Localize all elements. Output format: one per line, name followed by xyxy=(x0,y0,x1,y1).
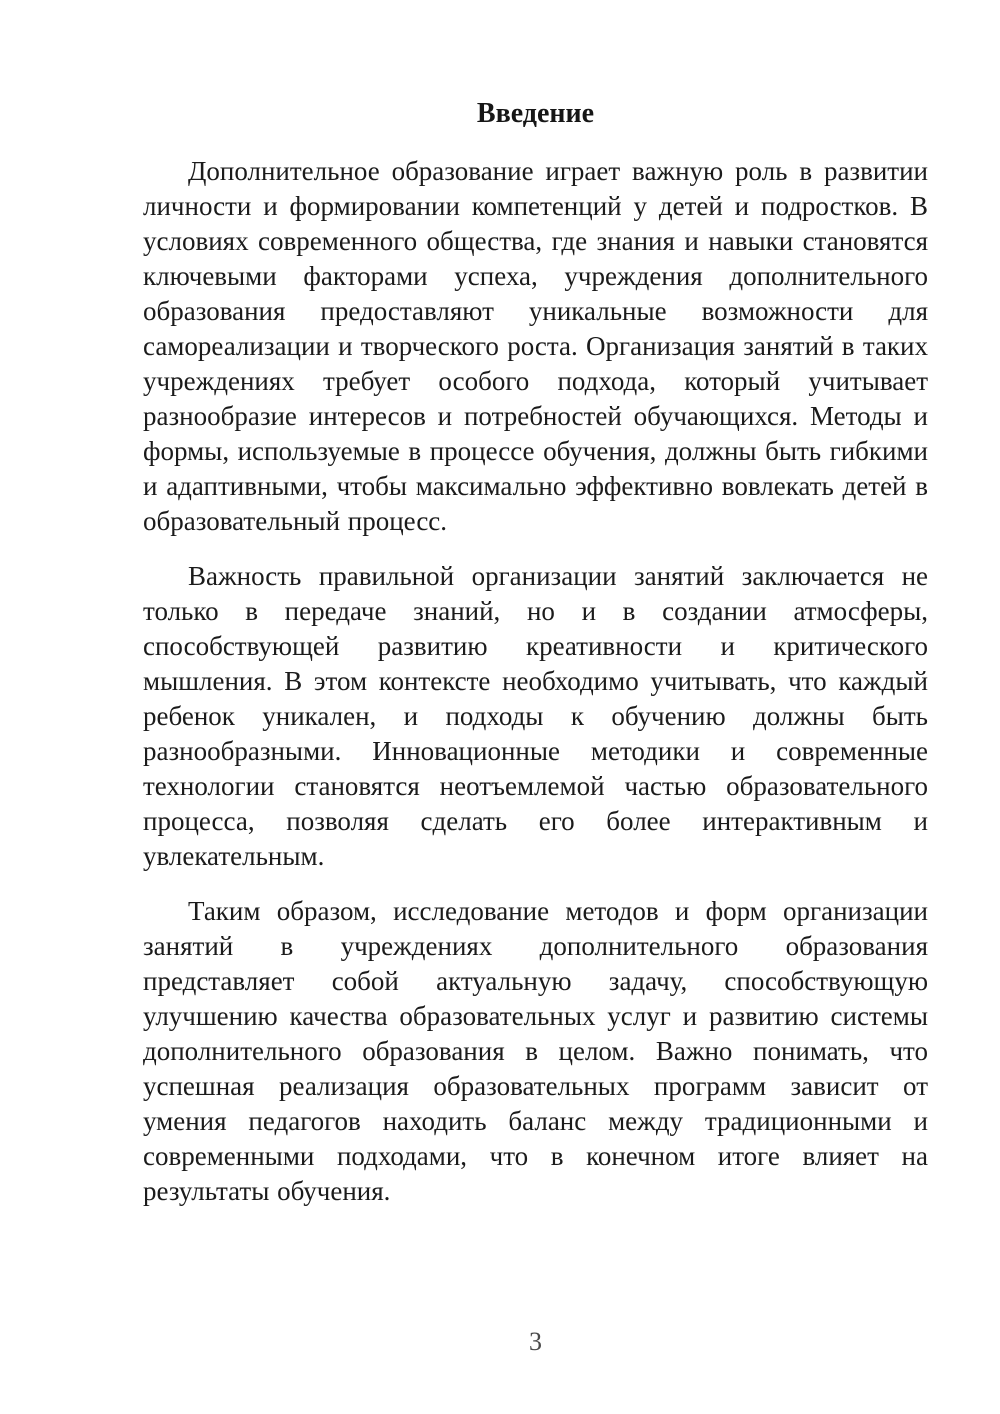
page-title: Введение xyxy=(476,98,595,129)
page-number: 3 xyxy=(529,1327,542,1356)
text-block xyxy=(143,0,928,1209)
paragraph-3: Таким образом, исследование методов и форм организации занятий в учреждениях дополнительного образования представляет собой актуальную задачу, способствующую улучшению качества образовательных услуг и развитию системы дополнительного образования в целом. Важно понимать, что успешная реализация образовательных программ зависит от умения педагогов находить баланс между традиционными и современными подходами, что в конечном итоге влияет на результаты обучения. xyxy=(143,896,928,1206)
paragraph-1: Дополнительное образование играет важную роль в развитии личности и формировании компетенций у детей и подростков. В условиях современного общества, где знания и навыки становятся ключевыми факторами успеха, учреждения дополнительного образования предоставляют уникальные возможности для самореализации и творческого роста. Организация занятий в таких учреждениях требует особого подхода, который учитывает разнообразие интересов и потребностей обучающихся. Методы и формы, используемые в процессе обучения, должны быть гибкими и адаптивными, чтобы максимально эффективно вовлекать детей в образовательный процесс. xyxy=(143,156,928,536)
paragraph-2: Важность правильной организации занятий заключается не только в передаче знаний, но и в создании атмосферы, способствующей развитию креативности и критического мышления. В этом контексте необходимо учитывать, что каждый ребенок уникален, и подходы к обучению должны быть разнообразными. Инновационные методики и современные технологии становятся неотъемлемой частью образовательного процесса, позволяя сделать его более интерактивным и увлекательным. xyxy=(143,561,928,871)
